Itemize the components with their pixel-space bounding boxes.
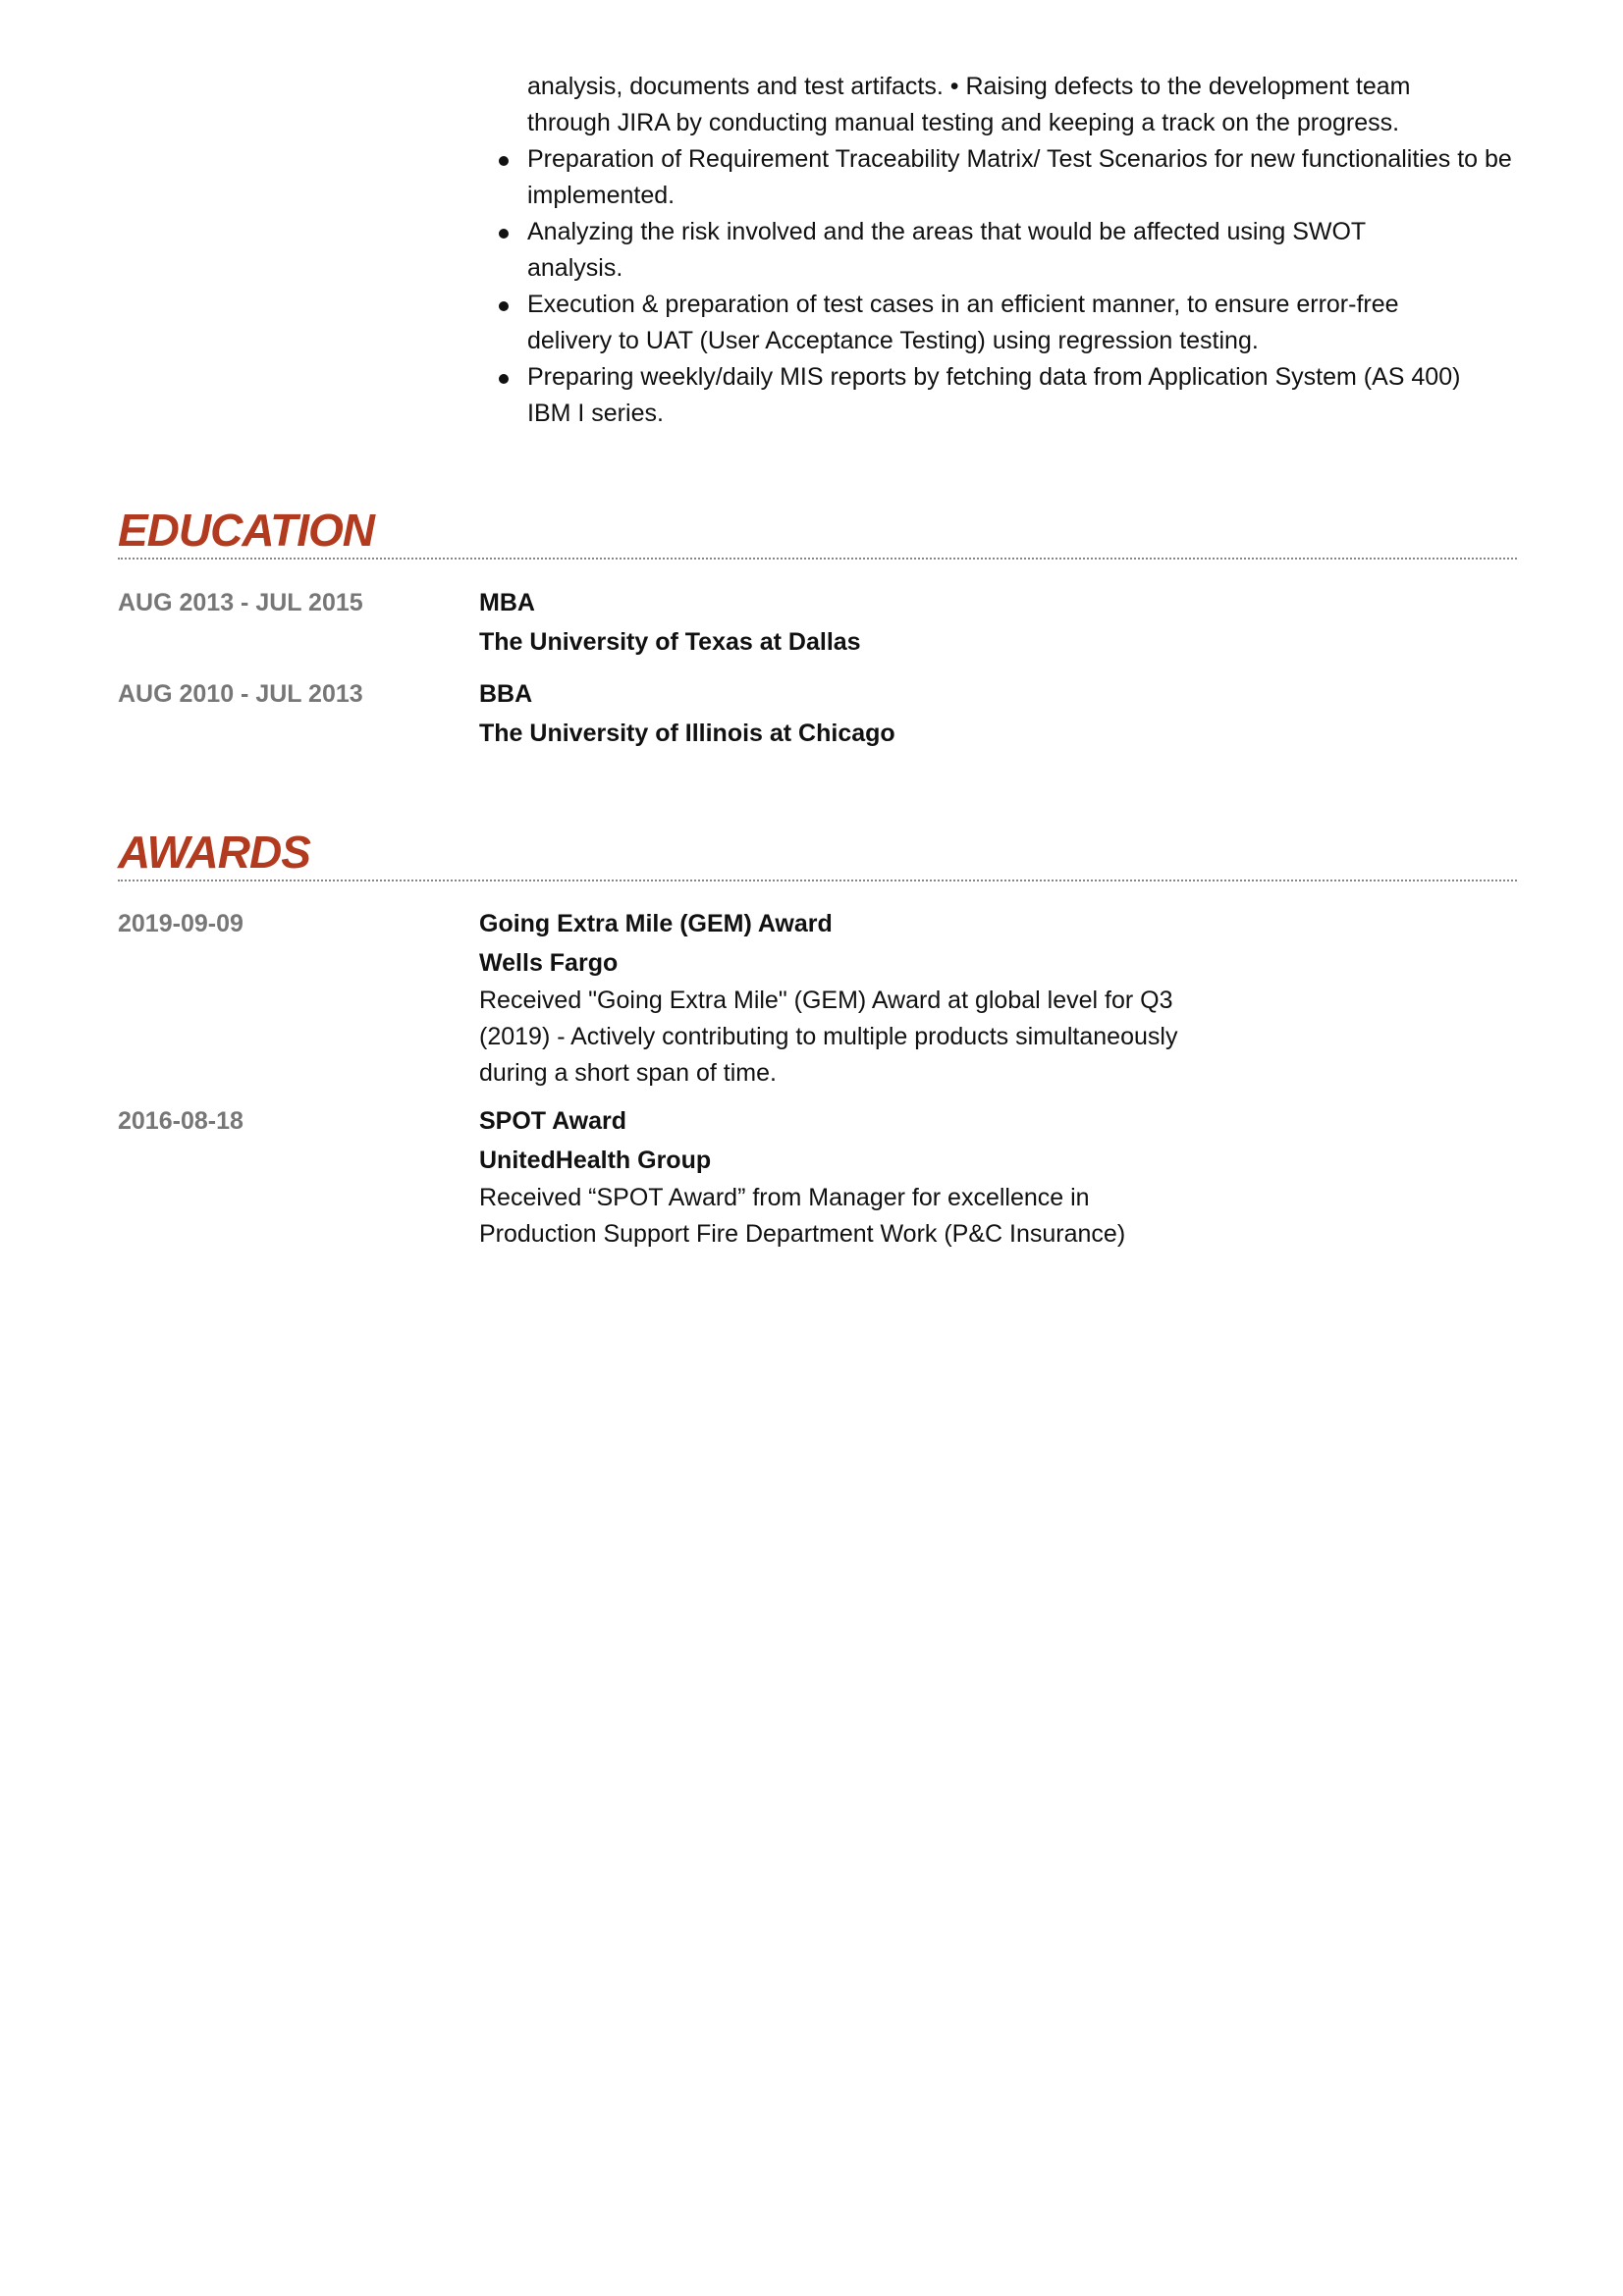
awards-section bbox=[118, 827, 1517, 1253]
bullet-icon bbox=[499, 301, 509, 311]
bullet-item bbox=[527, 287, 1470, 359]
bullet-text: Analyzing the risk involved and the areas that would be affected using SWOT analysis. bbox=[527, 218, 1366, 282]
bullet-icon bbox=[499, 156, 509, 166]
degree: MBA bbox=[479, 589, 535, 616]
entry-dates: AUG 2013 - JUL 2015 bbox=[118, 589, 363, 616]
experience-continuation bbox=[527, 69, 1519, 432]
bullet-icon bbox=[499, 374, 509, 384]
award-date: 2016-08-18 bbox=[118, 1107, 243, 1135]
award-entry bbox=[118, 1101, 1517, 1253]
award-description: Received “SPOT Award” from Manager for excellence in Production Support Fire Department Work (P&C Insurance) bbox=[479, 1184, 1126, 1248]
section-title: EDUCATION bbox=[118, 505, 375, 556]
award-name: Going Extra Mile (GEM) Award bbox=[479, 910, 833, 937]
bullet-text: Preparing weekly/daily MIS reports by fetching data from Application System (AS 400) IBM I series. bbox=[527, 363, 1461, 427]
bullet-item bbox=[527, 214, 1431, 287]
school: The University of Illinois at Chicago bbox=[479, 720, 895, 747]
education-section bbox=[118, 505, 1517, 753]
award-issuer: Wells Fargo bbox=[479, 949, 619, 977]
bullet-item bbox=[527, 359, 1499, 432]
section-title: AWARDS bbox=[118, 827, 310, 878]
bullet-text: Preparation of Requirement Traceability Matrix/ Test Scenarios for new functionalities to be implemented. bbox=[527, 145, 1512, 209]
award-description: Received "Going Extra Mile" (GEM) Award at global level for Q3 (2019) - Actively contributing to multiple products simultaneously during a short span of time. bbox=[479, 987, 1178, 1087]
bullet-icon bbox=[499, 229, 509, 239]
award-date: 2019-09-09 bbox=[118, 910, 243, 937]
degree: BBA bbox=[479, 680, 533, 708]
award-entry bbox=[118, 904, 1517, 1092]
school: The University of Texas at Dallas bbox=[479, 628, 861, 656]
award-issuer: UnitedHealth Group bbox=[479, 1147, 712, 1174]
education-entry bbox=[118, 583, 1517, 662]
experience-text: analysis, documents and test artifacts. • Raising defects to the development team through JIRA by conducting manual testing and keeping a track on the progress. bbox=[527, 73, 1411, 136]
award-name: SPOT Award bbox=[479, 1107, 627, 1135]
bullet-item bbox=[527, 141, 1519, 214]
experience-bullets bbox=[527, 141, 1519, 432]
education-entry bbox=[118, 674, 1517, 753]
entry-dates: AUG 2010 - JUL 2013 bbox=[118, 680, 363, 708]
bullet-text: Execution & preparation of test cases in an efficient manner, to ensure error-free delivery to UAT (User Acceptance Testing) using regression testing. bbox=[527, 291, 1399, 354]
